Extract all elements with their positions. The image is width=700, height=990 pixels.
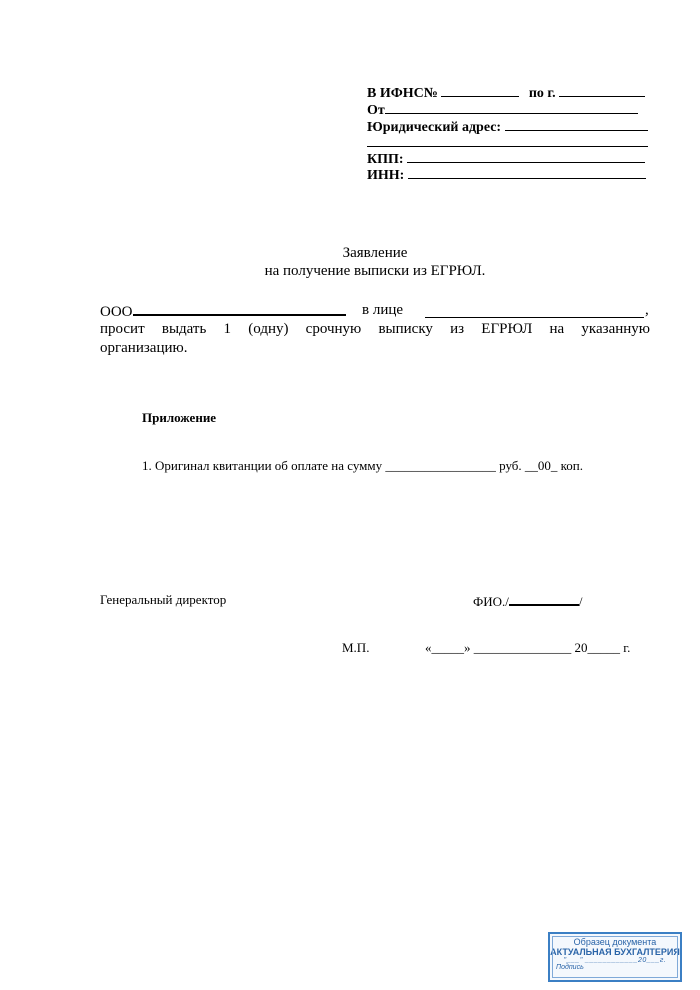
comma: , xyxy=(645,302,649,318)
kpp-label: КПП: xyxy=(367,152,404,167)
city-label: по г. xyxy=(528,86,556,101)
inn-label: ИНН: xyxy=(367,168,405,183)
sample-stamp xyxy=(548,932,682,982)
fio-line xyxy=(473,592,583,610)
document-subtitle: на получение выписки из ЕГРЮЛ. xyxy=(264,263,486,279)
appendix-item-1: 1. Оригинал квитанции об оплате на сумму _________________ руб. __00_ коп. xyxy=(142,458,583,473)
address-continuation-line xyxy=(367,146,648,147)
body-line-3: организацию. xyxy=(100,340,188,356)
ifns-line xyxy=(367,84,645,102)
company-name-field xyxy=(133,302,346,316)
fio-end: / xyxy=(578,594,583,609)
city-field xyxy=(559,84,645,97)
in-person-label: в лице xyxy=(362,302,404,318)
stamp-line-4: Подпись xyxy=(556,964,584,971)
fio-label: ФИО./ xyxy=(473,594,509,609)
representative-field xyxy=(425,305,644,318)
from-field xyxy=(385,101,638,114)
from-line xyxy=(367,101,638,119)
body-line-1 xyxy=(100,302,650,321)
appendix-heading: Приложение xyxy=(142,410,217,425)
address-label: Юридический адрес: xyxy=(367,120,502,135)
fio-field xyxy=(509,592,579,606)
stamp-line-1: Образец документа xyxy=(573,937,657,947)
stamp-line-3: "___" ____________20___г. xyxy=(563,957,667,964)
address-field xyxy=(505,118,648,131)
ifns-label: В ИФНС№ xyxy=(367,86,438,101)
position-label: Генеральный директор xyxy=(100,592,227,607)
from-label: От xyxy=(367,103,385,118)
address-line xyxy=(367,118,648,136)
document-title: Заявление xyxy=(342,245,408,261)
inn-field xyxy=(408,166,646,179)
body-line-2: просит выдать 1 (одну) срочную выписку из ЕГРЮЛ на указанную xyxy=(100,321,650,337)
kpp-field xyxy=(407,150,645,163)
ooo-label: ООО xyxy=(100,304,133,320)
stamp-line-2: АКТУАЛЬНАЯ БУХГАЛТЕРИЯ xyxy=(550,947,680,957)
stamp-inner-border xyxy=(552,936,678,978)
inn-line xyxy=(367,166,646,184)
date-line: «_____» _______________ 20_____ г. xyxy=(425,640,631,655)
seal-placeholder: М.П. xyxy=(342,640,370,655)
ifns-number-field xyxy=(441,84,519,97)
